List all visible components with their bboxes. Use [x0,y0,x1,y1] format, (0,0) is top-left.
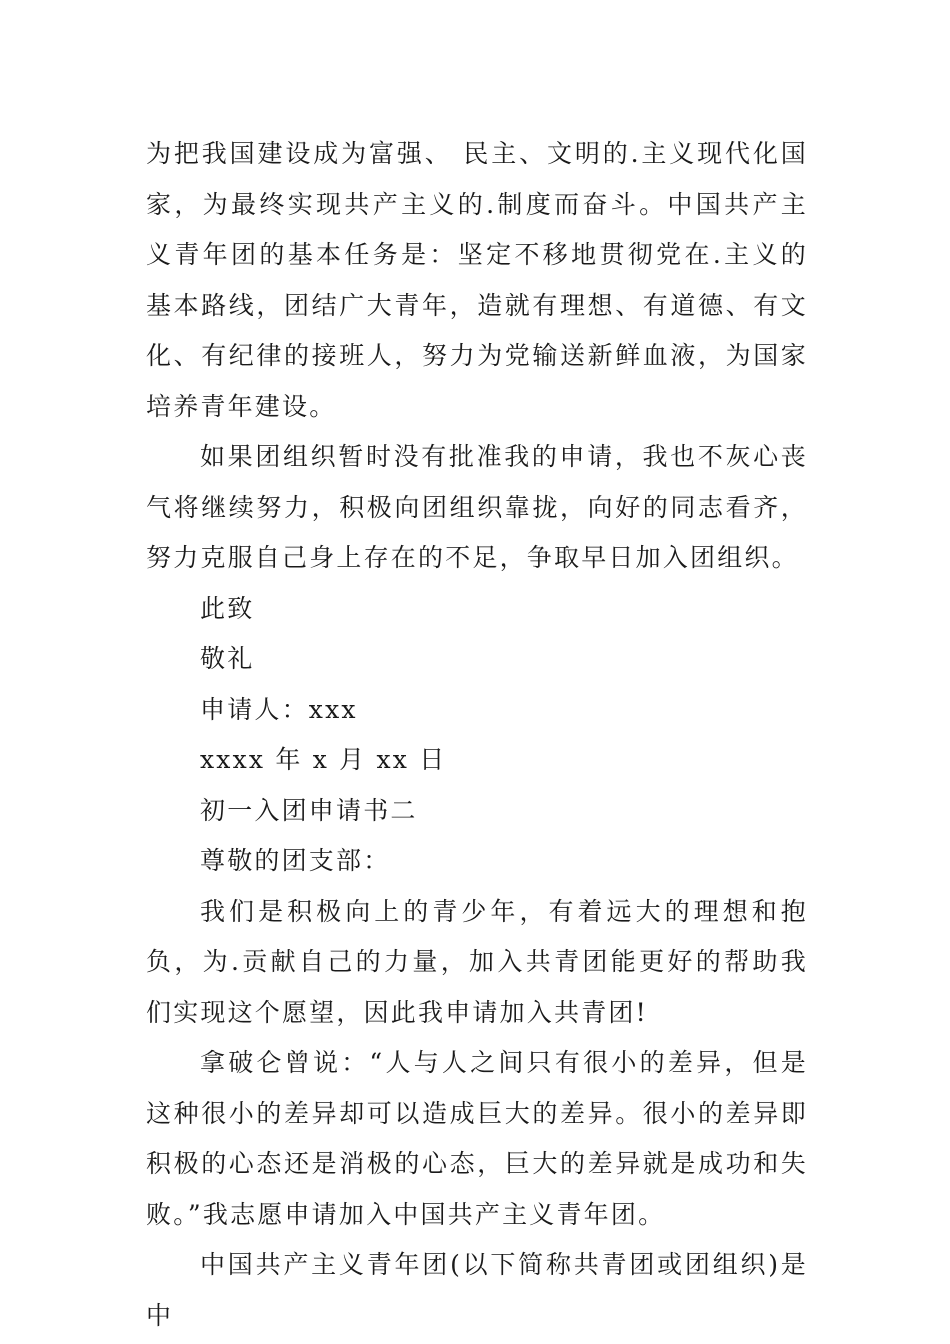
paragraph-commitment: 如果团组织暂时没有批准我的申请，我也不灰心丧气将继续努力，积极向团组织靠拢，向好的同志看齐，努力克服自己身上存在的不足，争取早日加入团组织。 [146,442,808,572]
applicant-line: 申请人：xxx [200,694,358,724]
section-title: 初一入团申请书二 [200,795,418,825]
salutation-line: 尊敬的团支部： [200,846,391,875]
date-line: xxxx 年 x 月 xx 日 [200,745,447,774]
paragraph-quote: 拿破仑曾说：“人与人之间只有很小的差异，但是这种很小的差异却可以造成巨大的差异。很小的差异即积极的心态还是消极的心态，巨大的差异就是成功和失败。”我志愿申请加入中国共产主义青年团。 [146,1048,808,1229]
paragraph-league-intro: 中国共产主义青年团(以下简称共青团或团组织)是中 [146,1250,808,1330]
closing-greeting: 此致 [200,593,255,623]
document-body [146,129,808,1341]
paragraph-goals: 为把我国建设成为富强、 民主、文明的.主义现代化国家，为最终实现共产主义的.制度而奋斗。中国共产主义青年团的基本任务是：坚定不移地贯彻党在.主义的基本路线，团结广大青年，造就有理想、有道德、有文化、有纪律的接班人，努力为党输送新鲜血液，为国家培养青年建设。 [146,139,808,421]
paragraph-aspiration: 我们是积极向上的青少年，有着远大的理想和抱负，为.贡献自己的力量，加入共青团能更好的帮助我们实现这个愿望，因此我申请加入共青团! [146,896,808,1027]
closing-salute: 敬礼 [200,644,255,673]
